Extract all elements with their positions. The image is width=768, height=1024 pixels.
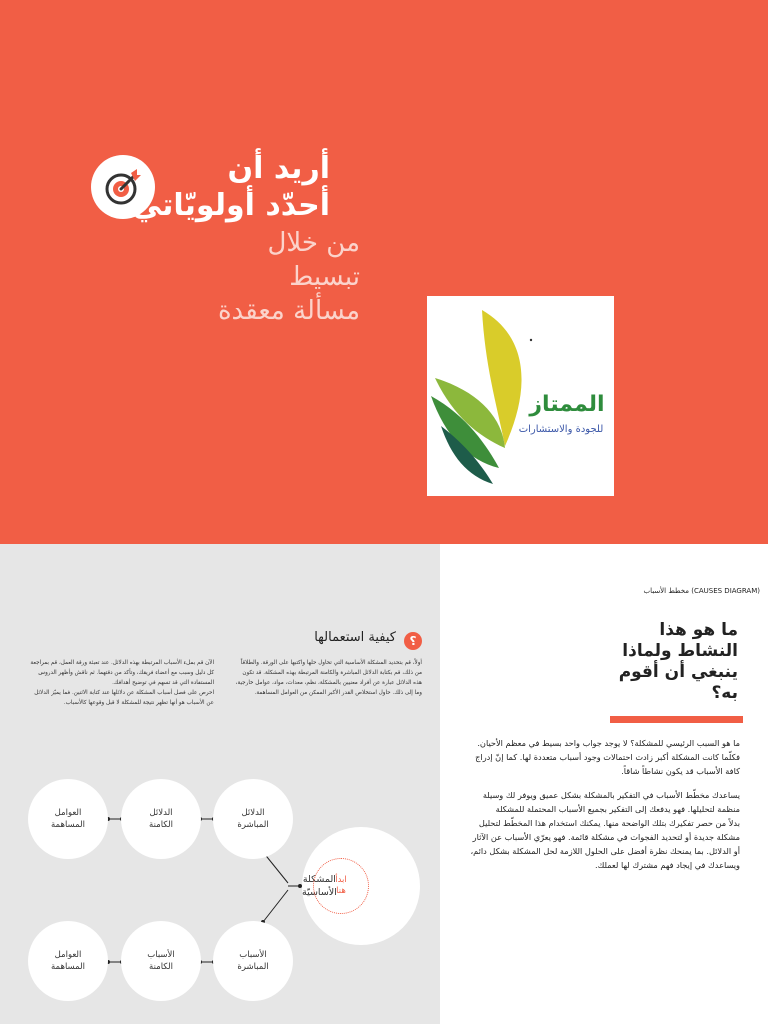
cover-subtitle-line: من خلال (267, 228, 360, 258)
paragraph-line: منظمة لتحليلها. فهو يدفعك إلى التفكير بجميع الأسباب المحتملة للمشكلة (495, 804, 740, 814)
node-contributing-factors-top (28, 779, 108, 859)
paragraph-line: ما هو السبب الرئيسي للمشكلة؟ لا يوجد جواب واحد بسيط في معظم الأحيان. (477, 738, 740, 748)
paragraph-line: ويساعدك في إيجاد فهم مشترك لها لعملك. (594, 860, 740, 870)
text-line: وما إلى ذلك. حاول استخلاص القدر الأكبر الممكن من العوامل المساهمة. (254, 690, 422, 696)
start-label: ابدأ (335, 875, 347, 885)
how-to-use-column-left (12, 658, 214, 708)
node-label: المساهمة (51, 820, 85, 830)
node-label: الكامنة (149, 820, 173, 830)
intro-paragraph (452, 736, 740, 778)
text-line: كل دليل وسبب مع أعضاء فريقك، وتأكد من دقتهما. ثم ناقش وأظهر الدروس (38, 670, 214, 676)
node-label: المشكلة (302, 874, 336, 885)
paragraph-line: مشكلة جديدة أو لتحديد الفجوات في مشكلة قائمة. فهو يعرّي الأسباب عن الآثار (472, 832, 740, 842)
logo-tagline: للجودة والاستشارات (518, 424, 604, 435)
node-contributing-factors-bottom (28, 921, 108, 1001)
cover-title-line: أحدّد أولويّاتي (131, 188, 330, 223)
node-label: العوامل (54, 808, 82, 818)
company-logo (427, 296, 614, 496)
node-label: المساهمة (51, 962, 85, 972)
text-line: من ذلك، قم بكتابة الدلائل المباشرة والكامنة المرتبطة بهذه المشكلة. قد تكون (242, 670, 422, 676)
paragraph-line: بدلاً من حصر تفكيرك بتلك الواضحة منها. يمكنك استخدام هذا المخطّط لتحليل (478, 818, 740, 828)
text-line: عن الأسباب هو أنها تظهر نتيجة للمشكلة لا قبل وقوعها كالأسباب. (63, 700, 214, 706)
text-line: هذه الدلائل عبارة عن أفراد معنيين بالمشكلة، نظم، معدات، مواد، عوامل خارجية، (235, 680, 422, 686)
node-direct-causes (213, 921, 293, 1001)
cover-subtitle (160, 226, 360, 328)
question-line: به؟ (711, 683, 738, 703)
question-heading (560, 620, 738, 704)
node-label: العوامل (54, 950, 82, 960)
paragraph-line: أو الدلائل. بما يمنحك نظرة أفضل على الحلول اللازمة لحل المشكلة بشكل دائم، (470, 846, 740, 856)
cover-subtitle-line: تبسيط (289, 262, 360, 292)
text-line: أولاً، قم بتحديد المشكلة الأساسية التي تحاول حلها واكتبها على الورقة. والطلاقاً (240, 660, 422, 666)
cover-title-line: أريد أن (227, 151, 330, 186)
text-line: المستفادة التي قد تسهم في توضيح أهدافك. (112, 680, 214, 686)
node-underlying-indicators (121, 779, 201, 859)
text-line: الآن قم بملء الأسباب المرتبطة بهذه الدلائل. عند تعبئة ورقة العمل، قم بمراجعة (30, 660, 214, 666)
paragraph-line: فكلّما كانت المشكلة أكبر زادت احتمالات وجود أسباب متعددة لها. كما إنّ إدراج (475, 752, 740, 762)
diagram-label: مخطط الأسباب (CAUSES DIAGRAM) (643, 587, 760, 595)
how-to-use-column-right (226, 658, 422, 698)
explanation-paragraph (452, 788, 740, 872)
node-label: الدلائل (241, 808, 265, 818)
start-here-marker (313, 858, 369, 914)
node-direct-indicators (213, 779, 293, 859)
paragraph-line: يساعدك مخطّط الأسباب في التفكير بالمشكلة بشكل عميق ويوفر لك وسيلة (482, 790, 740, 800)
node-label: الأساسيّة (302, 887, 337, 898)
node-label: الدلائل (149, 808, 173, 818)
question-line: ينبغي أن أقوم (618, 662, 738, 682)
node-label: المباشرة (237, 820, 269, 830)
how-to-use-title: كيفية استعمالها (314, 630, 396, 645)
info-panel (440, 544, 768, 1024)
accent-divider (610, 716, 743, 723)
node-underlying-causes (121, 921, 201, 1001)
cover-title (131, 150, 330, 224)
paragraph-line: كافة الأسباب قد يكون نشاطاً شاقاً. (621, 766, 740, 776)
node-label: الأسباب (147, 950, 175, 960)
logo-name: الممتاز (529, 392, 605, 417)
node-label: الأسباب (239, 950, 267, 960)
node-label: الكامنة (149, 962, 173, 972)
text-line: احرص على فصل أسباب المشكلة عن دلائلها عند كتابة الاثنين. فما يميّز الدلائل (34, 690, 214, 696)
question-line: النشاط ولماذا (622, 641, 738, 661)
start-label: هنا (336, 886, 346, 896)
cover-subtitle-line: مسألة معقدة (217, 296, 360, 326)
question-mark-icon: ؟ (404, 632, 422, 650)
node-label: المباشرة (237, 962, 269, 972)
question-line: ما هو هذا (659, 620, 738, 640)
